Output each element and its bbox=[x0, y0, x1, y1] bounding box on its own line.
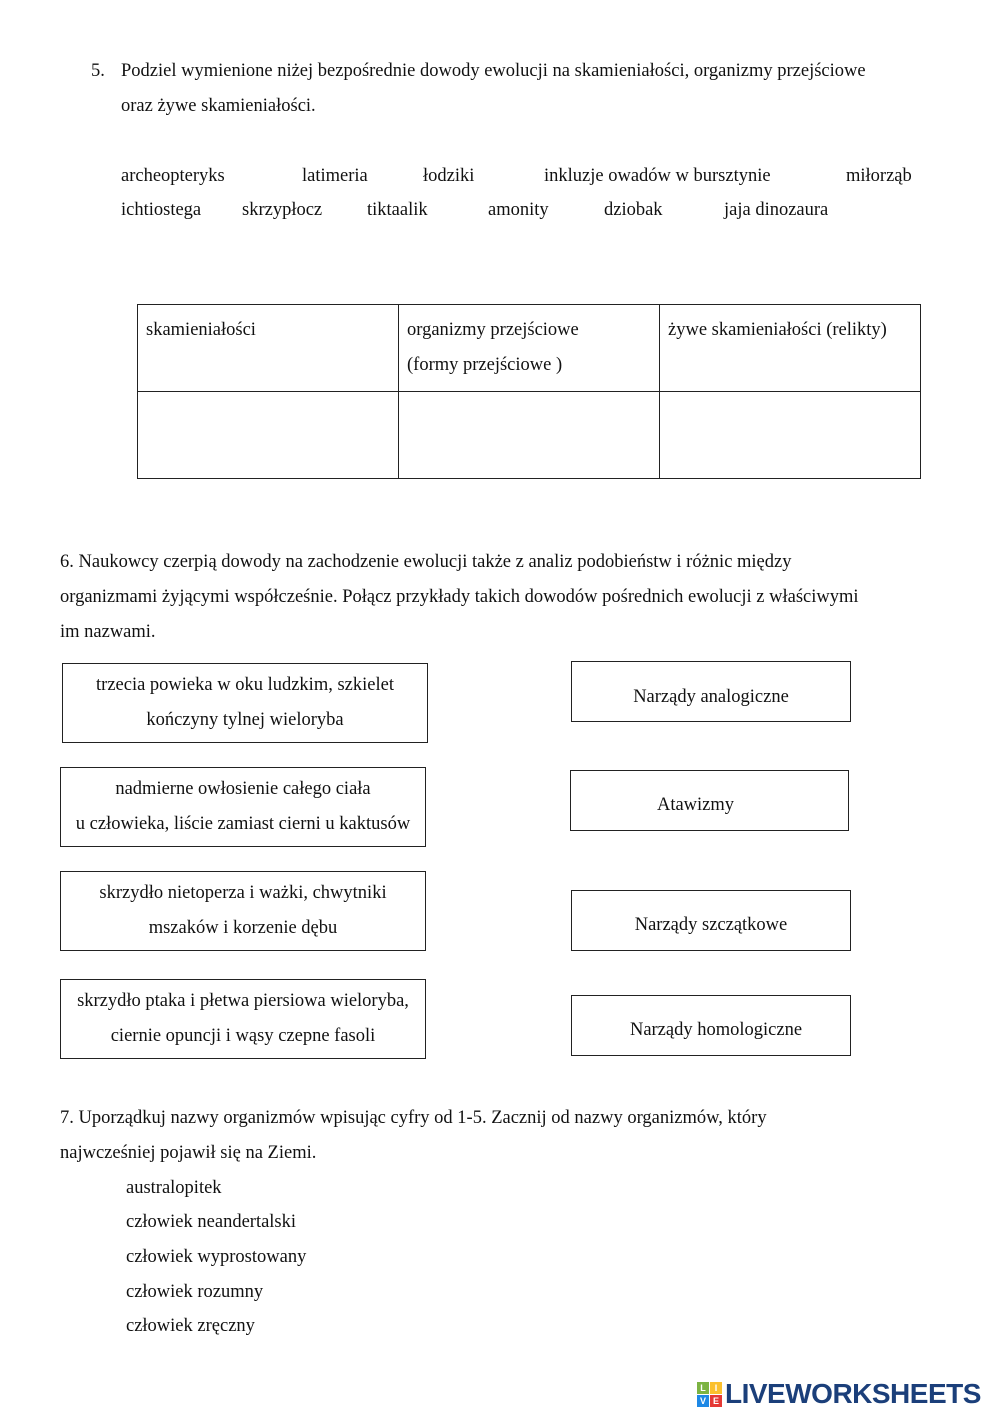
header-living-fossils bbox=[660, 305, 921, 392]
name-box-vestigial[interactable] bbox=[571, 890, 851, 951]
word-item: jaja dinozaura bbox=[724, 200, 829, 220]
header-transitional bbox=[399, 305, 660, 392]
name-label: Narządy szczątkowe bbox=[634, 915, 788, 935]
example-text: ciernie opuncji i wąsy czepne fasoli bbox=[110, 1026, 376, 1046]
organism-item: człowiek rozumny bbox=[126, 1282, 264, 1302]
logo-letter: E bbox=[710, 1395, 722, 1407]
q6-instruction-line1: 6. Naukowcy czerpią dowody na zachodzenie ewolucji także z analiz podobieństw i różnic między bbox=[60, 552, 792, 572]
example-text: trzecia powieka w oku ludzkim, szkielet bbox=[96, 675, 394, 695]
example-text: mszaków i korzenie dębu bbox=[148, 918, 338, 938]
example-text: skrzydło nietoperza i ważki, chwytniki bbox=[99, 883, 387, 903]
header-label: organizmy przejściowe bbox=[407, 320, 579, 340]
word-item: tiktaalik bbox=[367, 200, 428, 220]
header-label: żywe skamieniałości (relikty) bbox=[668, 320, 887, 340]
answer-cell-fossils[interactable] bbox=[138, 392, 399, 479]
example-text: skrzydło ptaka i płetwa piersiowa wieloryba, bbox=[77, 991, 409, 1011]
logo-letter: I bbox=[710, 1382, 722, 1394]
name-label: Atawizmy bbox=[656, 795, 735, 815]
name-label: Narządy homologiczne bbox=[629, 1020, 803, 1040]
q5-instruction-line2: oraz żywe skamieniałości. bbox=[121, 96, 316, 116]
name-box-atavisms[interactable] bbox=[570, 770, 849, 831]
example-text: nadmierne owłosienie całego ciała bbox=[115, 779, 371, 799]
organism-item: człowiek zręczny bbox=[126, 1316, 255, 1336]
organism-item: człowiek wyprostowany bbox=[126, 1247, 307, 1267]
logo-icon bbox=[697, 1382, 722, 1407]
organism-item: człowiek neandertalski bbox=[126, 1212, 297, 1232]
word-item: latimeria bbox=[302, 166, 368, 186]
word-item: amonity bbox=[488, 200, 549, 220]
example-box[interactable] bbox=[60, 871, 426, 951]
name-label: Narządy analogiczne bbox=[633, 687, 789, 707]
word-item: inkluzje owadów w bursztynie bbox=[544, 166, 771, 186]
word-item: ichtiostega bbox=[121, 200, 202, 220]
example-text: kończyny tylnej wieloryba bbox=[146, 710, 344, 730]
classification-table bbox=[137, 304, 921, 479]
word-item: łodziki bbox=[423, 166, 475, 186]
example-box[interactable] bbox=[60, 767, 426, 847]
q5-instruction-line1: Podziel wymienione niżej bezpośrednie dowody ewolucji na skamieniałości, organizmy przejściowe bbox=[121, 61, 866, 81]
header-label: skamieniałości bbox=[146, 320, 256, 340]
word-item: miłorząb bbox=[846, 166, 912, 186]
name-box-analogous[interactable] bbox=[571, 661, 851, 722]
name-box-homologous[interactable] bbox=[571, 995, 851, 1056]
q7-instruction-line2: najwcześniej pojawił się na Ziemi. bbox=[60, 1143, 317, 1163]
q6-instruction-line3: im nazwami. bbox=[60, 622, 156, 642]
logo-letter: L bbox=[697, 1382, 709, 1394]
word-item: skrzypłocz bbox=[242, 200, 323, 220]
liveworksheets-logo bbox=[697, 1378, 981, 1410]
answer-cell-transitional[interactable] bbox=[399, 392, 660, 479]
example-box[interactable] bbox=[62, 663, 428, 743]
example-box[interactable] bbox=[60, 979, 426, 1059]
logo-letter: V bbox=[697, 1395, 709, 1407]
word-item: archeopteryks bbox=[121, 166, 225, 186]
logo-text: LIVEWORKSHEETS bbox=[725, 1378, 981, 1409]
q5-number: 5. bbox=[91, 61, 105, 81]
example-text: u człowieka, liście zamiast cierni u kaktusów bbox=[75, 814, 411, 834]
answer-cell-living-fossils[interactable] bbox=[660, 392, 921, 479]
q7-instruction-line1: 7. Uporządkuj nazwy organizmów wpisując cyfry od 1-5. Zacznij od nazwy organizmów, który bbox=[60, 1108, 767, 1128]
q6-instruction-line2: organizmami żyjącymi współcześnie. Połącz przykłady takich dowodów pośrednich ewolucji z właściwymi bbox=[60, 587, 859, 607]
header-fossils bbox=[138, 305, 399, 392]
header-label-line2: (formy przejściowe ) bbox=[407, 355, 563, 375]
organism-item: australopitek bbox=[126, 1178, 222, 1198]
word-item: dziobak bbox=[604, 200, 663, 220]
